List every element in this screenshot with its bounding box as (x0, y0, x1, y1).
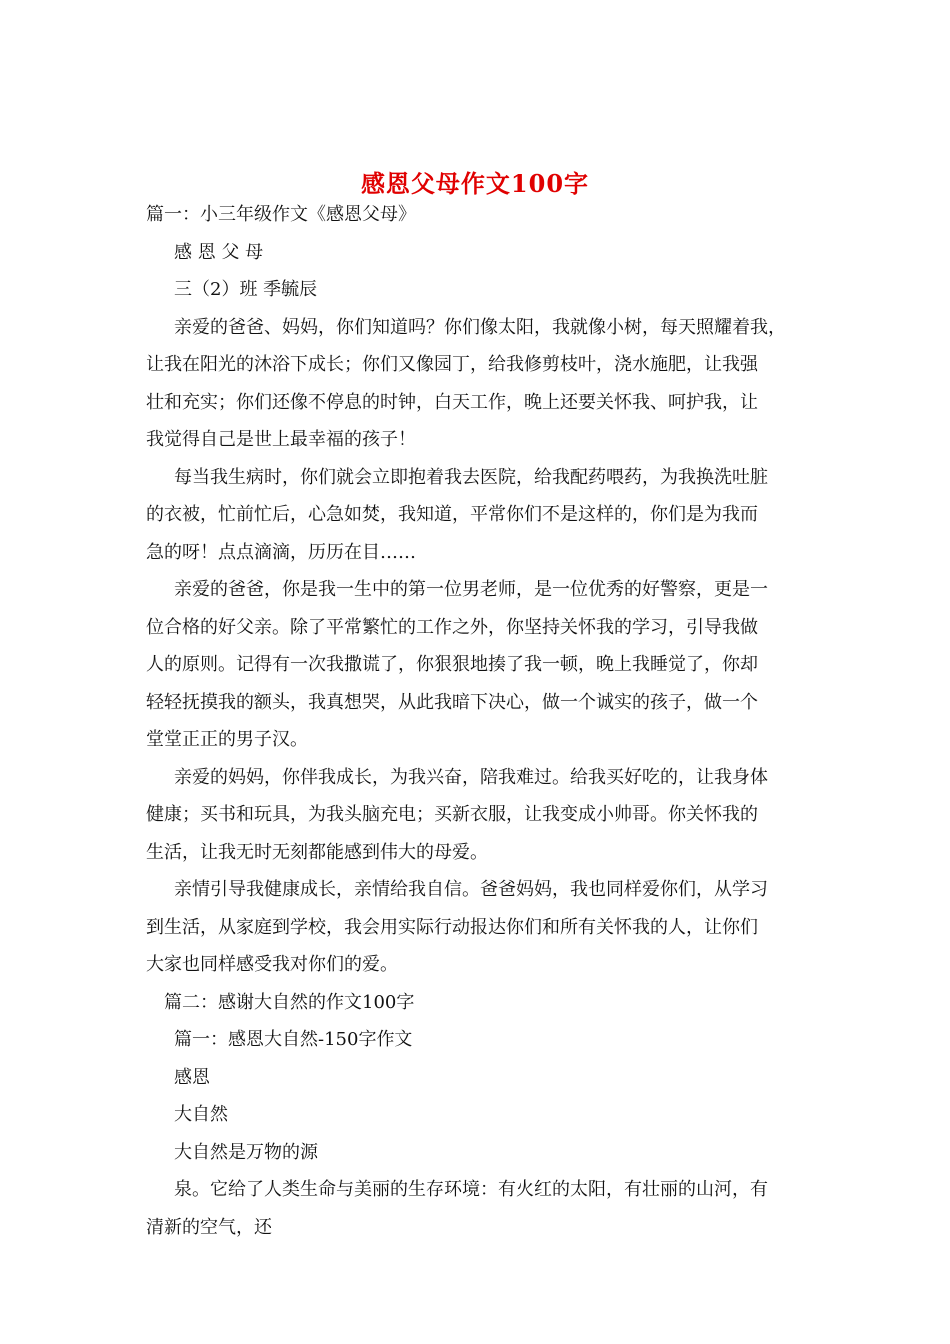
text-line: 感 恩 父 母 (174, 241, 264, 263)
text-line: 泉。它给了人类生命与美丽的生存环境：有火红的太阳，有壮丽的山河，有 (174, 1179, 768, 1200)
text-line: 生活，让我无时无刻都能感到伟大的母爱。 (146, 841, 488, 863)
text-line: 让我在阳光的沐浴下成长；你们又像园丁，给我修剪枝叶，浇水施肥，让我强 (146, 354, 758, 375)
text-line: 清新的空气，还 (146, 1216, 272, 1238)
text-line: 壮和充实；你们还像不停息的时钟，白天工作，晚上还要关怀我、呵护我，让 (146, 391, 758, 413)
document-title: 感恩父母作文100字 (360, 169, 590, 199)
text-line: 亲爱的妈妈，你伴我成长，为我兴奋，陪我难过。给我买好吃的，让我身体 (174, 766, 768, 788)
text-line: 堂堂正正的男子汉。 (146, 729, 308, 750)
document-body (146, 196, 826, 1246)
text-line: 篇一：感恩大自然-150字作文 (174, 1029, 413, 1050)
text-line: 位合格的好父亲。除了平常繁忙的工作之外，你坚持关怀我的学习，引导我做 (146, 616, 758, 638)
text-line: 大家也同样感受我对你们的爱。 (146, 954, 398, 975)
text-line: 亲爱的爸爸，你是我一生中的第一位男老师，是一位优秀的好警察，更是一 (174, 579, 768, 600)
text-line: 每当我生病时，你们就会立即抱着我去医院，给我配药喂药，为我换洗吐脏 (174, 466, 768, 488)
text-line: 三（2）班 季毓辰 (174, 279, 318, 300)
text-line: 人的原则。记得有一次我撒谎了，你狠狠地揍了我一顿，晚上我睡觉了，你却 (146, 654, 758, 675)
text-line: 健康；买书和玩具，为我头脑充电；买新衣服，让我变成小帅哥。你关怀我的 (146, 804, 758, 825)
text-line: 感恩 (174, 1066, 210, 1088)
text-line: 大自然是万物的源 (174, 1141, 318, 1163)
text-line: 到生活，从家庭到学校，我会用实际行动报达你们和所有关怀我的人，让你们 (146, 916, 758, 938)
text-line: 篇一：小三年级作文《感恩父母》 (146, 204, 416, 225)
text-line: 亲爱的爸爸、妈妈，你们知道吗？你们像太阳，我就像小树，每天照耀着我， (174, 316, 786, 338)
text-line: 我觉得自己是世上最幸福的孩子！ (146, 429, 416, 450)
text-line: 轻轻抚摸我的额头，我真想哭，从此我暗下决心，做一个诚实的孩子，做一个 (146, 691, 758, 713)
text-line: 篇二：感谢大自然的作文100字 (164, 991, 415, 1013)
text-line: 的衣被，忙前忙后，心急如焚，我知道，平常你们不是这样的，你们是为我而 (146, 504, 758, 525)
text-line: 大自然 (174, 1104, 228, 1125)
text-line: 亲情引导我健康成长，亲情给我自信。爸爸妈妈，我也同样爱你们，从学习 (174, 879, 768, 900)
text-line: 急的呀！点点滴滴，历历在目…… (146, 541, 416, 563)
